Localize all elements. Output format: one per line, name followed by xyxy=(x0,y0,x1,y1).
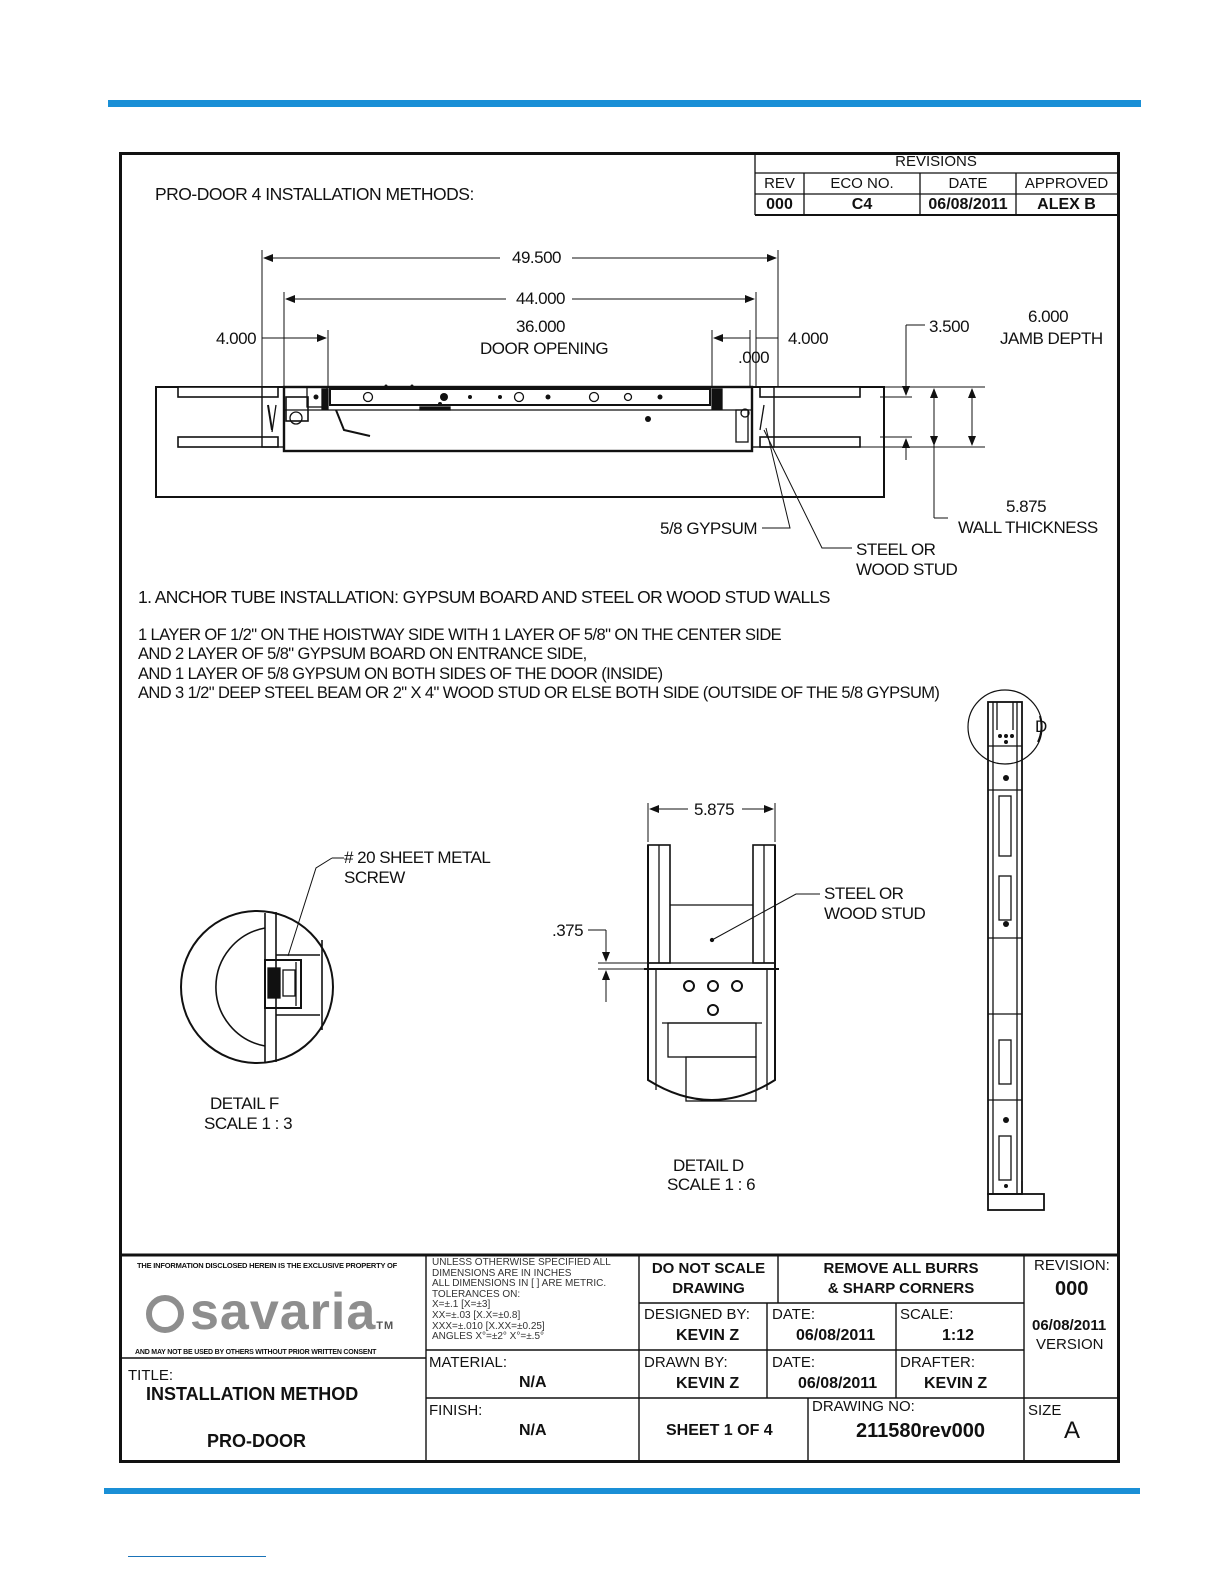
detail-d-offset: .375 xyxy=(552,921,584,940)
gypsum-label: 5/8 GYPSUM xyxy=(660,519,758,538)
plan-dimensions xyxy=(262,250,985,548)
revision-label: REVISION: xyxy=(1034,1257,1110,1274)
version-date: 06/08/2011 xyxy=(1032,1317,1107,1334)
material-label: MATERIAL: xyxy=(429,1354,508,1371)
stud-label-line2: WOOD STUD xyxy=(856,560,958,579)
detail-d-stud-line2: WOOD STUD xyxy=(824,904,926,923)
size-value: A xyxy=(1064,1417,1081,1444)
drawn-by-value: KEVIN Z xyxy=(676,1375,740,1392)
drafter-label: DRAFTER: xyxy=(900,1354,975,1371)
eco-value: C4 xyxy=(851,196,873,213)
dim-right-offset: 4.000 xyxy=(788,329,829,348)
title-label: TITLE: xyxy=(128,1367,174,1384)
finish-value: N/A xyxy=(519,1422,547,1439)
note-line-1: 1 LAYER OF 1/2" ON THE HOISTWAY SIDE WITH 1 LAYER OF 5/8" ON THE CENTER SIDE xyxy=(138,626,782,644)
detail-d-scale: SCALE 1 : 6 xyxy=(667,1175,756,1194)
dim-stud-depth: 3.500 xyxy=(929,317,970,336)
savaria-swirl-icon xyxy=(146,1295,184,1333)
screw-label-line1: # 20 SHEET METAL xyxy=(344,848,491,867)
date-label-1: DATE: xyxy=(772,1306,816,1323)
title-line2: PRO-DOOR xyxy=(207,1431,306,1451)
approved-header: APPROVED xyxy=(1024,175,1109,192)
drawn-by-label: DRAWN BY: xyxy=(644,1354,728,1371)
dim-small-gap: .000 xyxy=(738,348,770,367)
detail-f-view xyxy=(181,858,344,1063)
date-value: 06/08/2011 xyxy=(928,196,1008,213)
stud-label-line1: STEEL OR xyxy=(856,540,936,559)
screw-label-line2: SCREW xyxy=(344,868,405,887)
usage-notice: AND MAY NOT BE USED BY OTHERS WITHOUT PRIOR WRITTEN CONSENT xyxy=(135,1349,377,1356)
plan-view xyxy=(156,385,884,498)
footer-link-underline xyxy=(128,1556,266,1557)
side-view xyxy=(968,690,1044,1210)
note-line-2: AND 2 LAYER OF 5/8" GYPSUM BOARD ON ENTRANCE SIDE, xyxy=(138,645,587,663)
footer-rule xyxy=(104,1488,1140,1494)
sheet-number: SHEET 1 OF 4 xyxy=(666,1422,773,1439)
detail-callout-d: D xyxy=(1035,717,1048,736)
date-value-2: 06/08/2011 xyxy=(798,1375,878,1392)
do-not-scale-line2: DRAWING xyxy=(672,1280,745,1297)
version-label: VERSION xyxy=(1036,1336,1104,1353)
approved-value: ALEX B xyxy=(1037,196,1096,213)
wall-thickness-label: WALL THICKNESS xyxy=(958,518,1098,537)
dim-wall-thickness: 5.875 xyxy=(1006,497,1047,516)
date-label-2: DATE: xyxy=(772,1354,816,1371)
detail-f-title: DETAIL F xyxy=(210,1094,279,1113)
rev-value: 000 xyxy=(766,196,793,213)
revisions-title: REVISIONS xyxy=(895,153,977,170)
jamb-depth-label: JAMB DEPTH xyxy=(1000,329,1103,348)
detail-d-view xyxy=(588,803,820,1101)
date-header: DATE xyxy=(948,175,988,192)
designed-by-label: DESIGNED BY: xyxy=(644,1306,750,1323)
detail-d-title: DETAIL D xyxy=(673,1156,744,1175)
dim-jamb-depth: 6.000 xyxy=(1028,307,1069,326)
savaria-logo: savariaTM xyxy=(146,1282,394,1342)
note-title: 1. ANCHOR TUBE INSTALLATION: GYPSUM BOARD AND STEEL OR WOOD STUD WALLS xyxy=(138,587,830,607)
door-opening-label: DOOR OPENING xyxy=(480,339,609,358)
scale-value: 1:12 xyxy=(942,1327,975,1344)
eco-header: ECO NO. xyxy=(830,175,894,192)
detail-d-width: 5.875 xyxy=(694,800,735,819)
title-line1: INSTALLATION METHOD xyxy=(146,1384,359,1404)
dim-overall: 49.500 xyxy=(512,248,561,267)
drawing-no-value: 211580rev000 xyxy=(856,1420,986,1442)
dim-left-offset: 4.000 xyxy=(216,329,257,348)
size-label: SIZE xyxy=(1028,1402,1062,1419)
rev-header: REV xyxy=(764,175,795,192)
material-value: N/A xyxy=(519,1374,547,1391)
scale-label: SCALE: xyxy=(900,1306,954,1323)
finish-label: FINISH: xyxy=(429,1402,483,1419)
drawing-no-label: DRAWING NO: xyxy=(812,1398,915,1415)
dim-door-opening: 36.000 xyxy=(516,317,565,336)
do-not-scale-line1: DO NOT SCALE xyxy=(651,1260,766,1277)
burrs-line1: REMOVE ALL BURRS xyxy=(823,1260,979,1277)
dim-inner: 44.000 xyxy=(516,289,565,308)
detail-d-stud-line1: STEEL OR xyxy=(824,884,904,903)
burrs-line2: & SHARP CORNERS xyxy=(827,1280,975,1297)
designed-by-value: KEVIN Z xyxy=(676,1327,740,1344)
detail-f-scale: SCALE 1 : 3 xyxy=(204,1114,293,1133)
drawing-heading: PRO-DOOR 4 INSTALLATION METHODS: xyxy=(155,184,474,204)
drafter-value: KEVIN Z xyxy=(924,1375,988,1392)
property-notice: THE INFORMATION DISCLOSED HEREIN IS THE EXCLUSIVE PROPERTY OF xyxy=(137,1261,398,1270)
tolerance-notes: UNLESS OTHERWISE SPECIFIED ALL DIMENSIONS ARE IN INCHES ALL DIMENSIONS IN [ ] ARE METRIC. TOLERANCES ON: X=±.1 [X=±3] XX=±.03 [X.X=±0.8] XXX=±.010 [X.XX=±0.25] ANGLES X°=±2° X°=±.5° xyxy=(432,1257,611,1343)
note-line-4: AND 3 1/2" DEEP STEEL BEAM OR 2" X 4" WOOD STUD OR ELSE BOTH SIDE (OUTSIDE OF THE 5/8 GYPSUM) xyxy=(138,684,940,702)
revision-value: 000 xyxy=(1055,1278,1089,1300)
date-value-1: 06/08/2011 xyxy=(796,1327,876,1344)
note-line-3: AND 1 LAYER OF 5/8 GYPSUM ON BOTH SIDES OF THE DOOR (INSIDE) xyxy=(138,665,663,683)
